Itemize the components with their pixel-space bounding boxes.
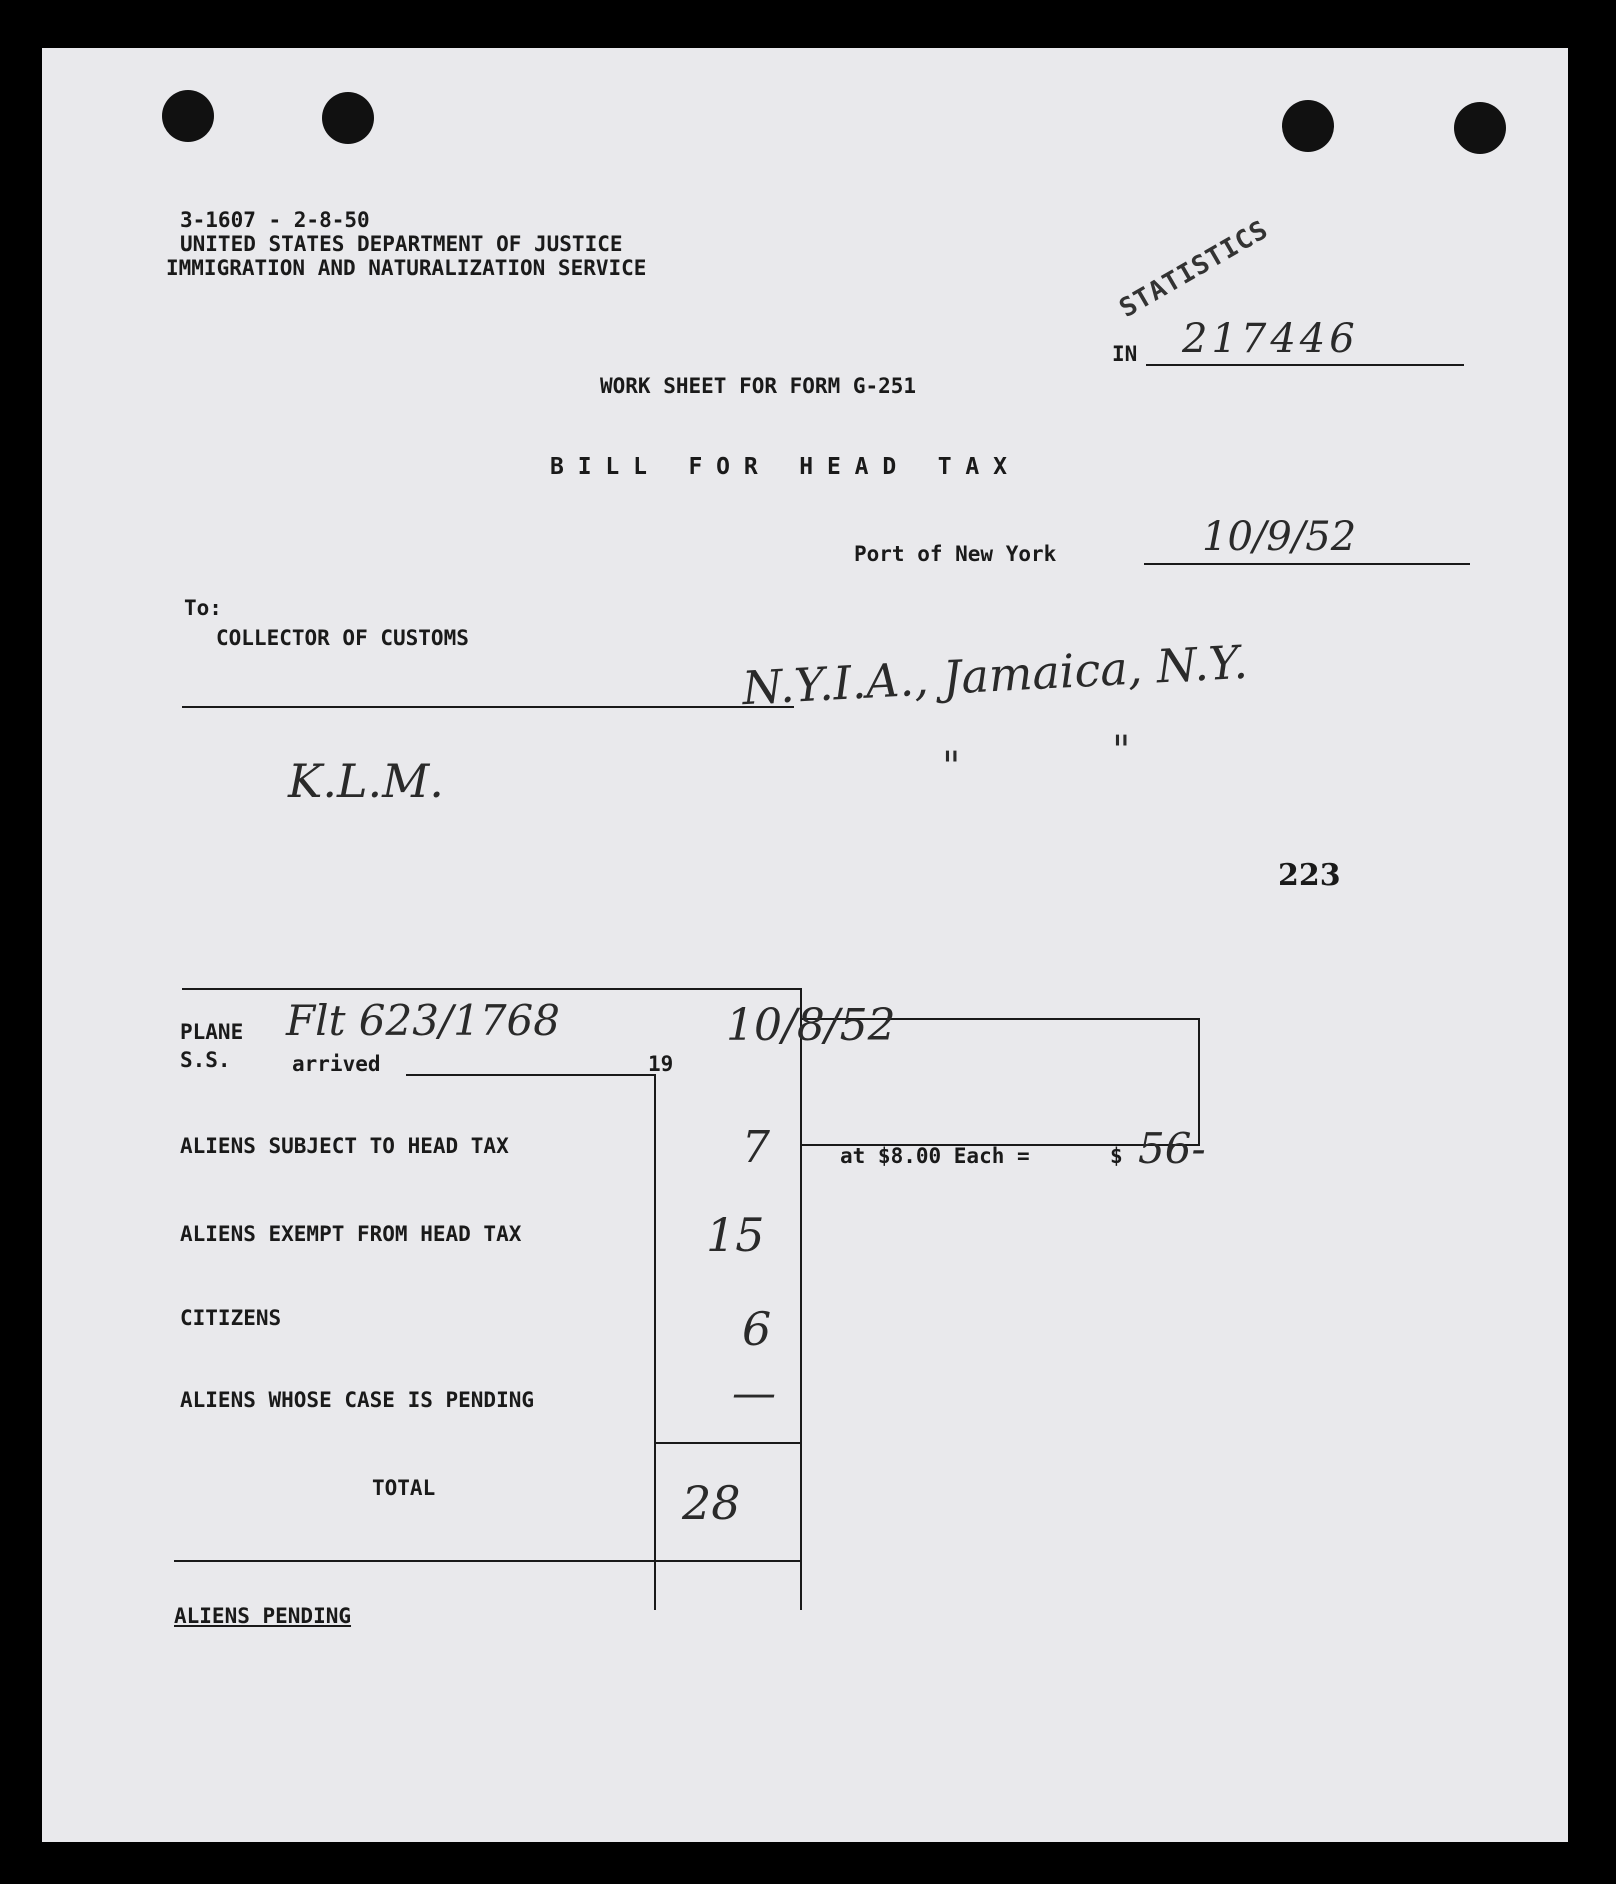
punch-hole xyxy=(162,90,214,142)
service-name: IMMIGRATION AND NATURALIZATION SERVICE xyxy=(166,256,647,280)
flight-value: Flt 623/1768 xyxy=(286,996,561,1045)
total-top-rule xyxy=(654,1442,802,1444)
collector-label: COLLECTOR OF CUSTOMS xyxy=(216,626,469,650)
ditto-mark: " xyxy=(1112,728,1131,774)
ditto-mark: " xyxy=(942,744,961,790)
rate-amount: 56- xyxy=(1138,1124,1206,1173)
ss-label: S.S. xyxy=(180,1048,231,1072)
row-label: ALIENS SUBJECT TO HEAD TAX xyxy=(180,1134,509,1158)
row-value: 15 xyxy=(706,1208,765,1262)
rate-label: at $8.00 Each = xyxy=(840,1144,1030,1168)
plane-label: PLANE xyxy=(180,1020,244,1044)
date-underline xyxy=(1144,563,1470,565)
aliens-pending-label: ALIENS PENDING xyxy=(174,1604,352,1628)
to-label: To: xyxy=(184,596,222,620)
table-top-rule xyxy=(182,988,802,990)
table-right-rule xyxy=(800,988,802,1610)
row-label: ALIENS EXEMPT FROM HEAD TAX xyxy=(180,1222,522,1246)
port-label: Port of New York xyxy=(854,542,1057,566)
department-name: UNITED STATES DEPARTMENT OF JUSTICE xyxy=(180,232,623,256)
row-value: — xyxy=(732,1368,776,1419)
collector-underline xyxy=(182,706,794,708)
carrier-name: K.L.M. xyxy=(288,754,444,808)
arrival-date: 10/8/52 xyxy=(726,1000,896,1051)
document-page xyxy=(42,48,1568,1842)
dollar-sign: $ xyxy=(1110,1144,1123,1168)
bill-title: B I L L F O R H E A D T A X xyxy=(550,454,1007,480)
punch-hole xyxy=(1454,102,1506,154)
arrived-label: arrived xyxy=(292,1052,381,1076)
year-prefix: 19 xyxy=(648,1052,674,1076)
row-value: 7 xyxy=(742,1122,770,1173)
punch-hole xyxy=(322,92,374,144)
in-underline xyxy=(1146,364,1464,366)
in-number: 217446 xyxy=(1182,316,1359,362)
value-column-left-rule xyxy=(654,1074,656,1610)
in-label: IN xyxy=(1112,342,1138,366)
statistics-stamp: STATISTICS xyxy=(1114,214,1274,324)
total-label: TOTAL xyxy=(372,1476,436,1500)
form-number: 3-1607 - 2-8-50 xyxy=(180,208,370,232)
arrived-underline xyxy=(406,1074,656,1076)
row-value: 6 xyxy=(742,1302,772,1356)
table-bottom-rule xyxy=(174,1560,802,1562)
work-sheet-title: WORK SHEET FOR FORM G-251 xyxy=(600,374,917,398)
page-number: 223 xyxy=(1278,858,1341,893)
collector-location: N.Y.I.A., Jamaica, N.Y. xyxy=(740,634,1249,716)
total-value: 28 xyxy=(682,1476,741,1530)
port-date: 10/9/52 xyxy=(1202,514,1357,560)
punch-hole xyxy=(1282,100,1334,152)
row-label: CITIZENS xyxy=(180,1306,282,1330)
row-label: ALIENS WHOSE CASE IS PENDING xyxy=(180,1388,535,1412)
